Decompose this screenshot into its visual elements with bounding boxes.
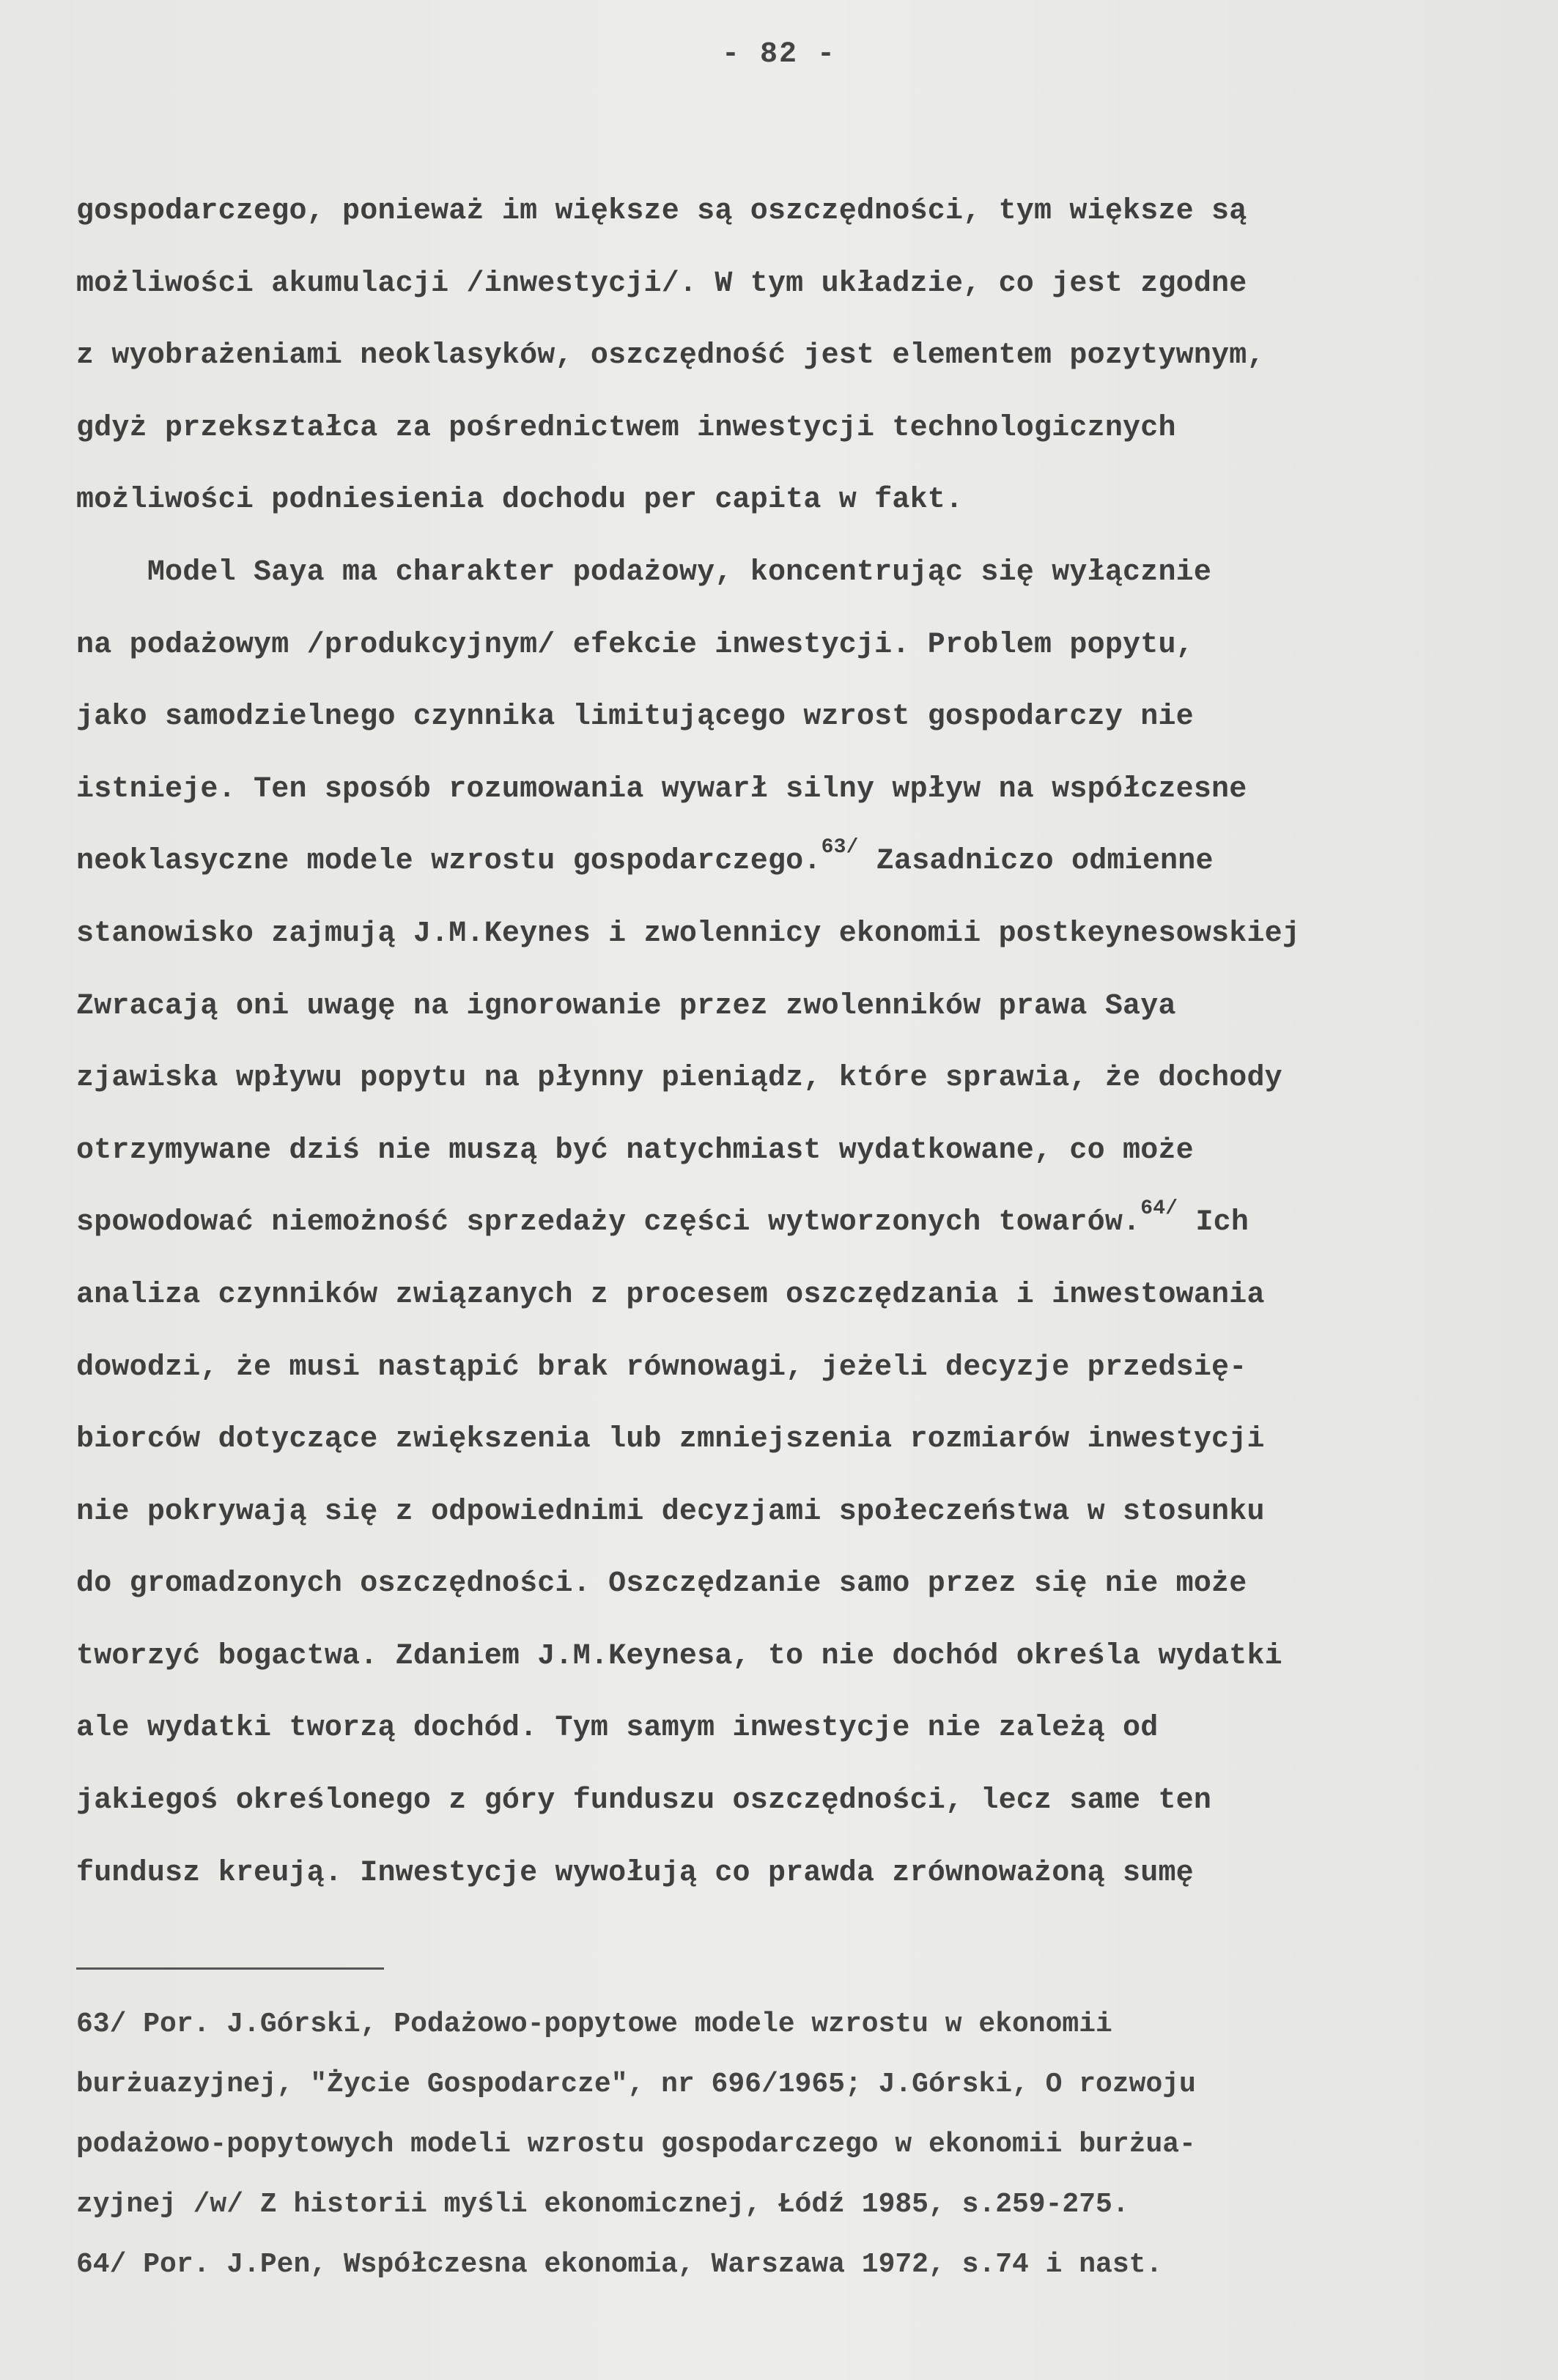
footnote-line: 63/ Por. J.Górski, Podażowo-popytowe modele wzrostu w ekonomii bbox=[76, 2008, 1112, 2040]
text-line-content: spowodować niemożność sprzedaży części wytworzonych towarów. bbox=[76, 1206, 1141, 1240]
text-line bbox=[76, 898, 1535, 971]
page-number: - 82 - bbox=[721, 38, 837, 71]
text-line-content: gospodarczego, ponieważ im większe są oszczędności, tym większe są bbox=[76, 195, 1247, 228]
footnote-separator bbox=[76, 1967, 384, 1970]
footnote-reference: 64/ bbox=[1140, 1197, 1178, 1221]
text-line-content: tworzyć bogactwa. Zdaniem J.M.Keynesa, to nie dochód określa wydatki bbox=[76, 1639, 1282, 1673]
text-line bbox=[76, 248, 1535, 321]
text-line-content: możliwości podniesienia dochodu per capita w fakt. bbox=[76, 484, 964, 517]
text-line bbox=[76, 1693, 1535, 1765]
footnote-reference: 63/ bbox=[821, 836, 859, 860]
text-line-content: zjawiska wpływu popytu na płynny pieniądz, które sprawia, że dochody bbox=[76, 1062, 1282, 1095]
text-line-content: możliwości akumulacji /inwestycji/. W tym układzie, co jest zgodne bbox=[76, 267, 1247, 300]
text-line-content: do gromadzonych oszczędności. Oszczędzanie samo przez się nie może bbox=[76, 1567, 1247, 1601]
text-line-content: jakiegoś określonego z góry funduszu oszczędności, lecz same ten bbox=[76, 1784, 1212, 1818]
text-line-content: biorców dotyczące zwiększenia lub zmniejszenia rozmiarów inwestycji bbox=[76, 1423, 1265, 1457]
text-line bbox=[76, 1838, 1535, 1910]
text-line-content: dowodzi, że musi nastąpić brak równowagi, jeżeli decyzje przedsię- bbox=[76, 1350, 1247, 1384]
text-line-continuation: Ich bbox=[1178, 1206, 1249, 1240]
text-line-content: na podażowym /produkcyjnym/ efekcie inwestycji. Problem popytu, bbox=[76, 628, 1194, 662]
text-line-content: z wyobrażeniami neoklasyków, oszczędność jest elementem pozytywnym, bbox=[76, 339, 1265, 373]
body-text bbox=[76, 176, 1535, 1910]
text-line-content: otrzymywane dziś nie muszą być natychmiast wydatkowane, co może bbox=[76, 1134, 1194, 1167]
text-line-content: Model Saya ma charakter podażowy, koncentrując się wyłącznie bbox=[76, 555, 1212, 589]
text-line-content: istnieje. Ten sposób rozumowania wywarł silny wpływ na współczesne bbox=[76, 772, 1247, 806]
text-line bbox=[76, 176, 1535, 248]
footnotes bbox=[76, 1995, 1535, 2295]
text-line bbox=[76, 1043, 1535, 1115]
text-line bbox=[76, 1332, 1535, 1405]
text-line bbox=[76, 826, 1535, 898]
text-line-content: Zwracają oni uwagę na ignorowanie przez zwolenników prawa Saya bbox=[76, 989, 1176, 1023]
text-line-content: analiza czynników związanych z procesem oszczędzania i inwestowania bbox=[76, 1278, 1265, 1312]
text-line bbox=[76, 1477, 1535, 1549]
text-line bbox=[76, 393, 1535, 465]
footnote-line: 64/ Por. J.Pen, Współczesna ekonomia, Warszawa 1972, s.74 i nast. bbox=[76, 2249, 1163, 2280]
text-line bbox=[76, 610, 1535, 682]
text-line-content: nie pokrywają się z odpowiednimi decyzjami społeczeństwa w stosunku bbox=[76, 1495, 1265, 1529]
footnote-line: burżuazyjnej, "Życie Gospodarcze", nr 696/1965; J.Górski, O rozwoju bbox=[76, 2069, 1196, 2100]
text-line bbox=[76, 1765, 1535, 1838]
text-line bbox=[76, 320, 1535, 393]
text-line-content: neoklasyczne modele wzrostu gospodarczego. bbox=[76, 845, 822, 879]
text-line bbox=[76, 754, 1535, 827]
text-line bbox=[76, 1404, 1535, 1477]
text-line bbox=[76, 1260, 1535, 1332]
text-line-content: gdyż przekształca za pośrednictwem inwestycji technologicznych bbox=[76, 411, 1176, 445]
text-line bbox=[76, 537, 1535, 610]
text-line bbox=[76, 681, 1535, 754]
text-line-content: jako samodzielnego czynnika limitującego wzrost gospodarczy nie bbox=[76, 701, 1194, 734]
text-line bbox=[76, 1115, 1535, 1188]
text-line bbox=[76, 1621, 1535, 1693]
text-line bbox=[76, 1187, 1535, 1260]
footnote-line: zyjnej /w/ Z historii myśli ekonomicznej, Łódź 1985, s.259-275. bbox=[76, 2189, 1129, 2220]
footnote-line: podażowo-popytowych modeli wzrostu gospodarczego w ekonomii burżua- bbox=[76, 2129, 1196, 2160]
text-line-content: ale wydatki tworzą dochód. Tym samym inwestycje nie zależą od bbox=[76, 1712, 1159, 1745]
text-line-content: fundusz kreują. Inwestycje wywołują co prawda zrównoważoną sumę bbox=[76, 1856, 1194, 1890]
text-line bbox=[76, 1548, 1535, 1621]
text-line bbox=[76, 971, 1535, 1043]
text-line-continuation: Zasadniczo odmienne bbox=[858, 845, 1214, 879]
text-line-content: stanowisko zajmują J.M.Keynes i zwolennicy ekonomii postkeynesowskiej bbox=[76, 917, 1301, 950]
text-line bbox=[76, 465, 1535, 537]
